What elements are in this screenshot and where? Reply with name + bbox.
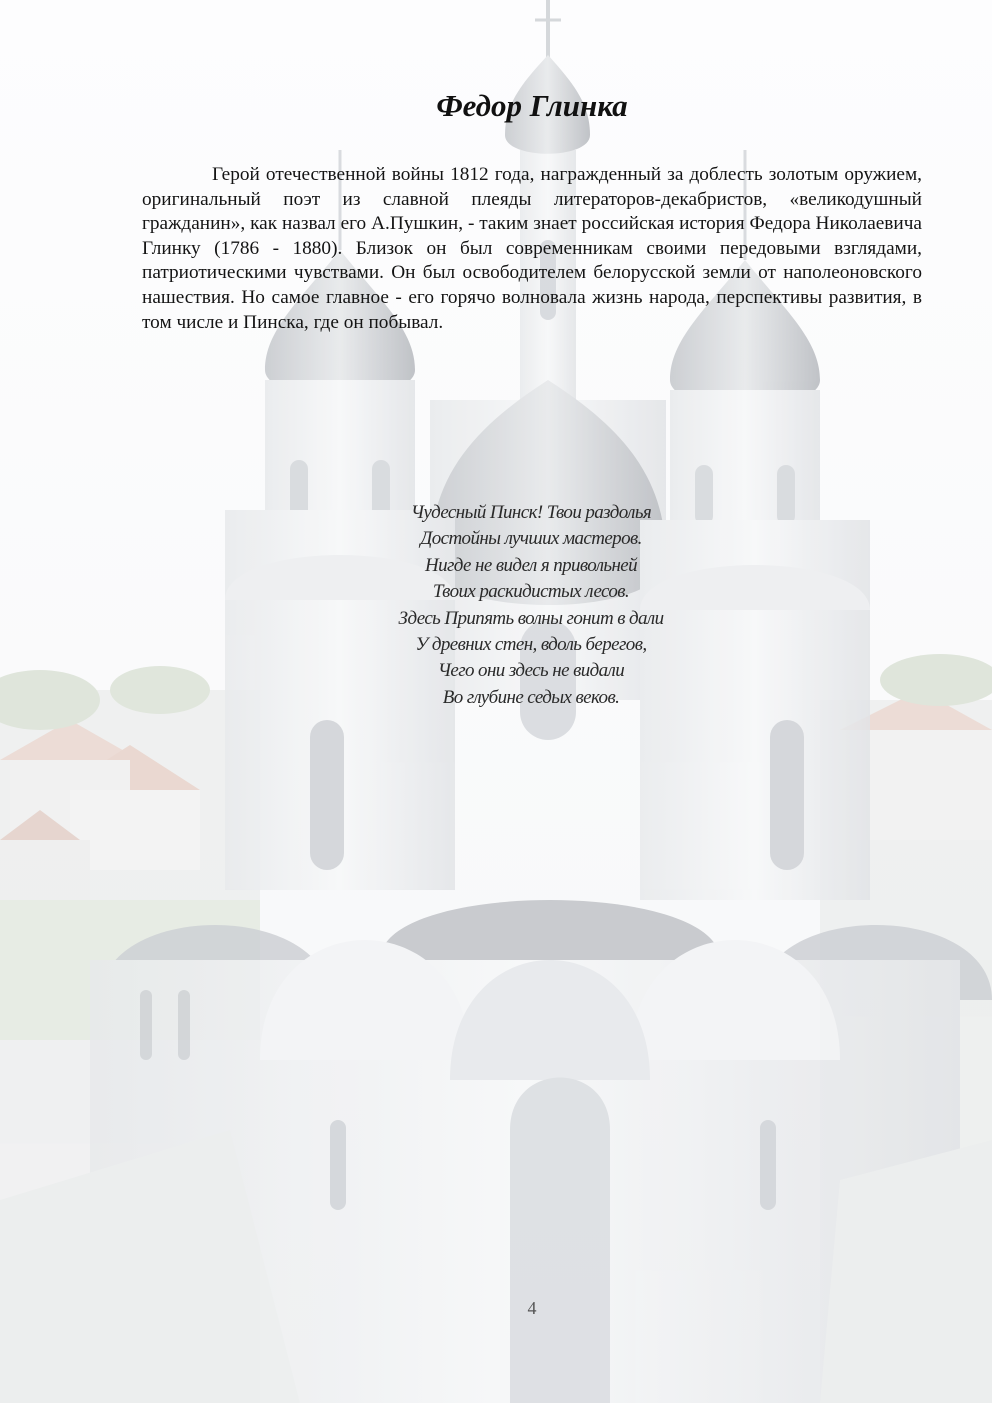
- poem-line: Чудесный Пинск! Твои раздолья: [410, 502, 652, 523]
- page-number: 4: [527, 1298, 537, 1318]
- poem-line: Во глубине седых веков.: [442, 686, 620, 708]
- poem-line: Здесь Припять волны гонит в дали: [398, 607, 664, 629]
- poem-line: Твоих раскидистых лесов.: [432, 581, 630, 603]
- poem-line: У древних стен, вдоль берегов,: [415, 634, 647, 656]
- page-title: Федор Глинка: [436, 88, 628, 123]
- poem-line: Чего они здесь не видали: [437, 660, 625, 682]
- biography-paragraph: Герой отечественной войны 1812 года, награжденный за доблесть золотым оружием, оригинальный поэт из славной плеяды литераторов-декабристов, «великодушный гражданин», как назвал его А.Пушкин, - таким знает российская история Федора Николаевича Глинку (1786 - 1880). Близок он был современникам своими передовыми взглядами, патриотическими чувствами. Он был освободителем белорусской земли от наполеоновского нашествия. Но самое главное - его горячо волновала жизнь народа, перспективы развития, в том числе и Пинска, где он побывал.: [142, 164, 922, 333]
- poem-line: Нигде не видел я привольней: [424, 554, 638, 576]
- poem-line: Достойны лучших мастеров.: [420, 528, 642, 550]
- poem-stanza: [330, 500, 732, 711]
